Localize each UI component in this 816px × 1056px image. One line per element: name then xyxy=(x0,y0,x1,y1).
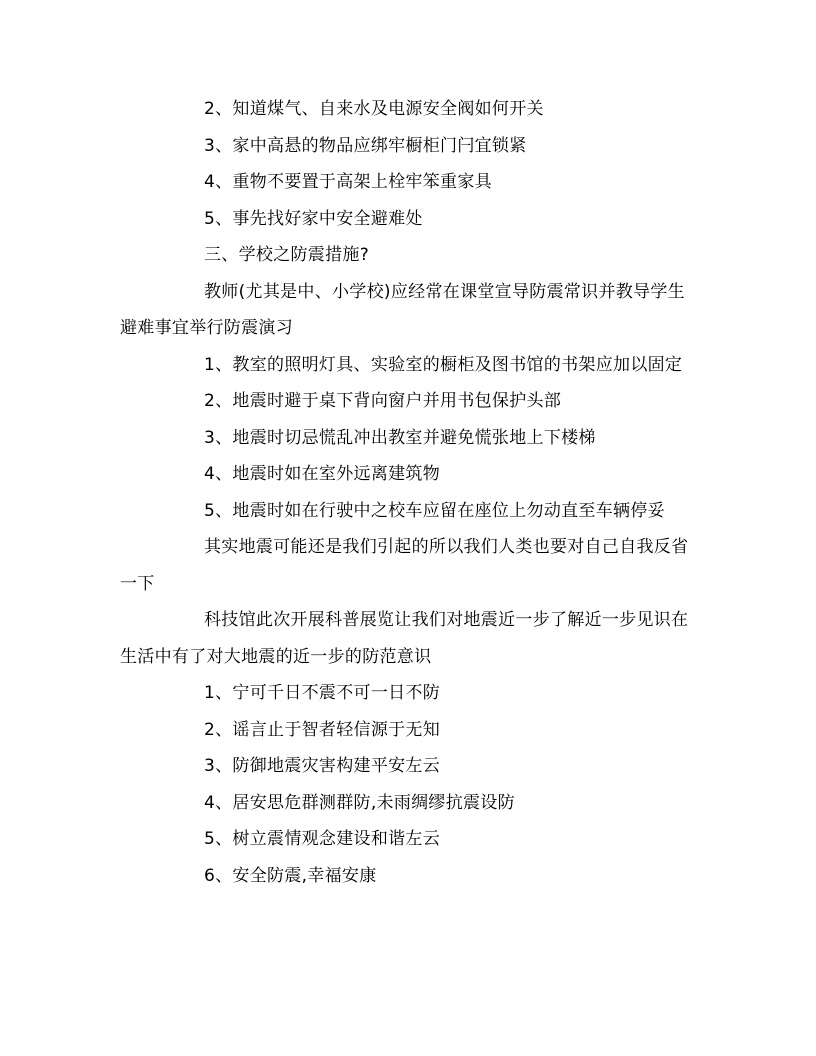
document-body xyxy=(120,91,700,894)
list-item-gas-water-power-valves: 2、知道煤气、自来水及电源安全阀如何开关 xyxy=(204,99,544,119)
list-item-shelter-at-home: 5、事先找好家中安全避难处 xyxy=(204,208,423,229)
list-item-secure-hanging-objects: 3、家中高悬的物品应绑牢橱柜门闩宜锁紧 xyxy=(204,135,527,156)
slogan-item-1: 1、宁可千日不震不可一日不防 xyxy=(204,683,441,703)
paragraph-teacher-guidance: 教师(尤其是中、小学校)应经常在课堂宣导防震常识并教导学生避难事宜举行防震演习 xyxy=(120,281,685,338)
slogan-item-6: 6、安全防震,幸福安康 xyxy=(204,865,377,886)
list-item-fix-classroom-fixtures: 1、教室的照明灯具、实验室的橱柜及图书馆的书架应加以固定 xyxy=(204,354,683,375)
slogan-item-4: 4、居安思危群测群防,未雨绸缪抗震设防 xyxy=(204,792,515,813)
list-item-stay-away-buildings: 4、地震时如在室外远离建筑物 xyxy=(204,464,441,484)
list-item-avoid-panic: 3、地震时切忌慌乱冲出教室并避免慌张地上下楼梯 xyxy=(204,427,596,448)
slogan-item-2: 2、谣言止于智者轻信源于无知 xyxy=(204,719,441,740)
section-heading-school-measures: 三、学校之防震措施? xyxy=(204,245,370,265)
paragraph-reflection: 其实地震可能还是我们引起的所以我们人类也要对自己自我反省一下 xyxy=(120,537,689,594)
slogan-item-3: 3、防御地震灾害构建平安左云 xyxy=(204,756,441,776)
list-item-heavy-objects: 4、重物不要置于高架上栓牢笨重家具 xyxy=(204,172,492,192)
list-item-hide-under-desk: 2、地震时避于桌下背向窗户并用书包保护头部 xyxy=(204,391,562,411)
slogan-item-5: 5、树立震情观念建设和谐左云 xyxy=(204,829,441,849)
paragraph-science-museum: 科技馆此次开展科普展览让我们对地震近一步了解近一步见识在生活中有了对大地震的近一步的防范意识 xyxy=(120,610,689,667)
list-item-school-bus: 5、地震时如在行驶中之校车应留在座位上勿动直至车辆停妥 xyxy=(204,500,665,521)
